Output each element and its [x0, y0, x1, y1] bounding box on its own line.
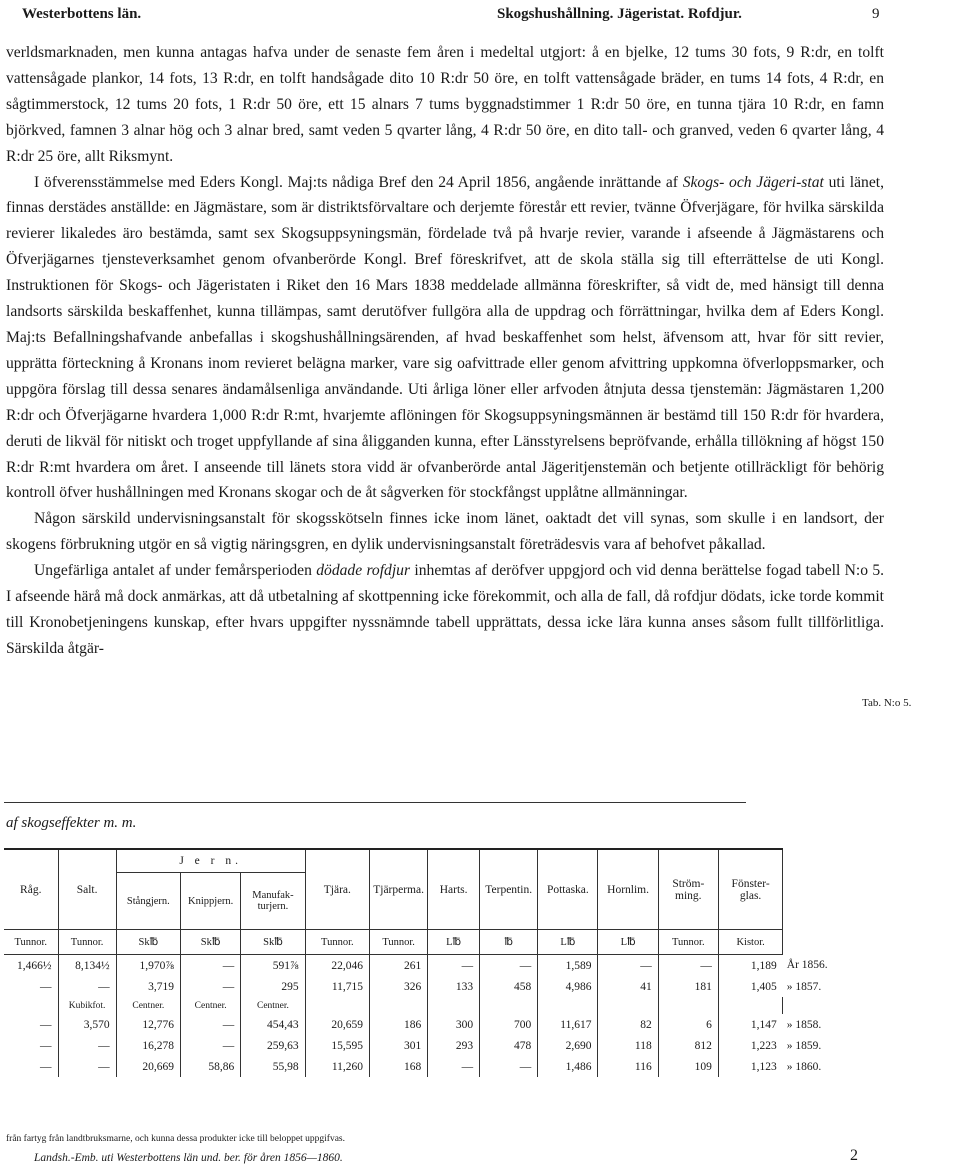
table-row [4, 976, 866, 997]
col-head: Knippjern. [181, 873, 241, 930]
table-cell: 591⅞ [241, 955, 305, 977]
table-cell: 20,669 [116, 1056, 180, 1077]
table-cell: 8,134½ [58, 955, 116, 977]
table-cell: 1,486 [538, 1056, 598, 1077]
unit-cell: Sk℔ [181, 930, 241, 955]
unit-cell: L℔ [538, 930, 598, 955]
sub-unit-cell [428, 997, 480, 1014]
paragraph-1: verldsmarknaden, men kunna antagas hafva under de senaste fem åren i medeltal utgjort: å en bjelke, 12 tums 30 fots, 9 R:dr, en tolft vattensågade plankor, 14 fots, 13 R:dr, en tolft handsågade dito 10 R:dr 50 öre, en tolft vattensågade bräder, en tums 14 fots, 4 R:dr, en sågtimmerstock, 12 tums 20 fots, 1 R:dr 50 öre, ett 15 alnars 7 tums byggnadstimmer 1 R:dr 50 öre, en tunna tjära 10 R:dr, en famn björkved, famnen 3 alnar hög och 3 alnar bred, samt veden 5 qvarter lång, 4 R:dr 50 öre, en dito tall- och granved, veden 6 qvarter lång, 4 R:dr 25 öre, allt Riksmynt. [6, 44, 884, 165]
table-row [4, 1056, 866, 1077]
unit-cell: Sk℔ [241, 930, 305, 955]
table-cell: 16,278 [116, 1035, 180, 1056]
table-cell: — [181, 1014, 241, 1035]
group-header-row [4, 849, 866, 873]
year-cell: » 1858. [786, 1018, 822, 1031]
sub-unit-cell [305, 997, 369, 1014]
table-cell: 458 [480, 976, 538, 997]
table-row [4, 955, 866, 977]
signature-number: 2 [850, 1147, 858, 1164]
table-cell: — [40, 980, 52, 993]
table-cell: — [58, 976, 116, 997]
sub-unit-cell: Kubikfot. [58, 997, 116, 1014]
year-col-head [783, 849, 866, 930]
table-cell: — [480, 1056, 538, 1077]
table-cell: 58,86 [181, 1056, 241, 1077]
table-cell: 326 [370, 976, 428, 997]
body-text [6, 40, 884, 662]
col-head: Fönster-glas. [718, 849, 782, 930]
sub-unit-cell [4, 997, 58, 1014]
unit-cell: Tunnor. [370, 930, 428, 955]
unit-cell: Tunnor. [4, 930, 58, 955]
sub-unit-cell: Centner. [241, 997, 305, 1014]
footnote: från fartyg från landtbruksmarne, och kunna dessa produkter icke till beloppet uppgifvas. [6, 1134, 345, 1144]
unit-cell-empty [783, 930, 866, 955]
page-header [22, 6, 922, 24]
col-head: Tjära. [305, 849, 369, 930]
table-cell: 1,147 [718, 1014, 782, 1035]
sub-unit-cell: Centner. [116, 997, 180, 1014]
table-cell: 3,719 [116, 976, 180, 997]
sub-unit-cell [598, 997, 658, 1014]
table-cell: 11,715 [305, 976, 369, 997]
table-cell: 22,046 [305, 955, 369, 977]
table-cell: — [181, 955, 241, 977]
table-cell: 3,570 [58, 1014, 116, 1035]
margin-note: Tab. N:o 5. [862, 697, 912, 709]
col-head: Stångjern. [116, 873, 180, 930]
col-head: Hornlim. [598, 849, 658, 930]
table-cell: 261 [370, 955, 428, 977]
table-cell: 1,223 [718, 1035, 782, 1056]
unit-cell: Tunnor. [58, 930, 116, 955]
table-cell: 295 [241, 976, 305, 997]
table-cell: 454,43 [241, 1014, 305, 1035]
table-cell: 812 [658, 1035, 718, 1056]
table-cell: 109 [658, 1056, 718, 1077]
table-cell: 700 [480, 1014, 538, 1035]
table-cell: 293 [428, 1035, 480, 1056]
table-row [4, 1035, 866, 1056]
table-cell: 15,595 [305, 1035, 369, 1056]
sub-unit-cell [658, 997, 718, 1014]
col-head: Harts. [428, 849, 480, 930]
page-number: 9 [872, 6, 880, 22]
table-cell: — [40, 1060, 52, 1073]
paragraph-2-b: uti länet, finnas derstädes anställde: en Jägmästare, som är distriktsförvaltare och derjemte förestår ett revier, tvänne Öfverjägare, för hvilka särskilda revierer likaledes äro bestämda, samt sex Skogsuppsyningsmän, fördelade två på hvarje revier, varande i afseende å Jägmästarens och Öfverjägarnes tjensteverksamhet genom ofvanberörde Kongl. Bref föreskrifvet, att de skola ställa sig till efterrättelse de uti Kongl. Instruktionen för Skogs- och Jägeristaten i Riket den 16 Mars 1838 meddelade allmänna föreskrifter, så vidt de, med hänsigt till denna landsorts särskilda beskaffenhet, kunna tillämpas, samt derutöfver fullgöra alla de uppdrag och förrättningar, hvilka dem af Eders Kongl. Maj:ts Befallningshafvande anbefallas i skogshushållningsärenden, af hvad beskaffenhet som helst, äfvensom att, hvar för sitt revier, upprätta förteckning å Kronans inom revieret belägna marker, vare sig oafvittrade eller genom afvittring uppkomna öfverloppsmarker, och uppgöra förslag till dessa senares ändamålsenliga användande. Uti årliga löner eller arfvoden åtnjuta dessa tjenstemän: Jägmästaren 1,200 R:dr och Öfverjägarne hvardera 1,000 R:dr R:mt, hvarjemte aflöningen för Skogsuppsyningsmännen är bestämd till 150 R:dr för hvardera, deruti de likväl för nitiskt och troget uppfyllande af sina åligganden kunna, efter Länsstyrelsens bepröfvande, erhålla tillökning af högst 150 R:dr R:mt hvardera om året. I anseende till länets stora vidd är ofvanberörde antal Jägeritjenstemän och betjente otillräckligt för behörig kontroll öfver hushållningen med Kronans skogar och de åt sågverken för stockfångst upplåtne allmänningar. [6, 173, 884, 502]
table-cell: 478 [480, 1035, 538, 1056]
source-note: Landsh.-Emb. uti Westerbottens län und. ber. för åren 1856—1860. [34, 1152, 343, 1164]
year-cell: » 1860. [786, 1060, 822, 1073]
table-cell: 116 [598, 1056, 658, 1077]
paragraph-4-em: dödade rofdjur [316, 562, 411, 580]
year-cell: År 1856. [786, 959, 828, 972]
table-cell: — [40, 1018, 52, 1031]
col-head: Terpentin. [480, 849, 538, 930]
table-cell: — [58, 1056, 116, 1077]
table-body [4, 955, 866, 1078]
unit-cell: ℔ [480, 930, 538, 955]
table-cell: — [181, 976, 241, 997]
paragraph-4-b: inhemtas af deröfver uppgjord och vid denna berättelse fogad tabell N:o 5. I afseende härå må dock anmärkas, att då utbetalning af skottpenning icke förekommit, och alla de fall, då rofdjur dödats, icke torde kommit till Kronobetjeningens kunskap, efter hvars uppgifter nyssnämnde tabell upprättats, dessa icke lära kunna anses såsom fullt tillförlitliga. Särskilda åtgär- [6, 562, 885, 657]
unit-cell: Kistor. [718, 930, 782, 955]
table-cell: — [598, 955, 658, 977]
col-head: Manufak-turjern. [241, 873, 305, 930]
table-cell: — [428, 1056, 480, 1077]
table-cell: — [181, 1035, 241, 1056]
table-cell: 55,98 [241, 1056, 305, 1077]
unit-cell: Tunnor. [305, 930, 369, 955]
section-divider [4, 802, 746, 803]
paragraph-3: Någon särskild undervisningsanstalt för skogsskötseln finnes icke inom länet, oaktadt det vill synas, som skulle i en landsort, der skogens förbrukning utgör en så vigtig näringsgren, en dylik undervisningsanstalt företrädesvis vara af behofvet påkallad. [6, 510, 884, 554]
table-cell: 1,970⅞ [116, 955, 180, 977]
unit-cell: Tunnor. [658, 930, 718, 955]
table-cell: — [428, 955, 480, 977]
sub-unit-cell: Centner. [181, 997, 241, 1014]
table-cell: 1,123 [718, 1056, 782, 1077]
unit-cell: Sk℔ [116, 930, 180, 955]
col-head: Råg. [4, 849, 58, 930]
table-cell: — [58, 1035, 116, 1056]
table-cell: 300 [428, 1014, 480, 1035]
table-cell: 1,405 [718, 976, 782, 997]
table-cell: 181 [658, 976, 718, 997]
table-cell: 20,659 [305, 1014, 369, 1035]
table-cell: 1,589 [538, 955, 598, 977]
table-cell: 12,776 [116, 1014, 180, 1035]
unit-subheader-row [4, 997, 866, 1014]
effects-table [4, 848, 866, 1077]
table-cell: 301 [370, 1035, 428, 1056]
paragraph-2 [6, 170, 884, 507]
table-caption: af skogseffekter m. m. [6, 815, 137, 831]
sub-unit-cell [538, 997, 598, 1014]
iron-group-header: J e r n. [116, 849, 305, 873]
sub-unit-cell [718, 997, 782, 1014]
table-cell: 2,690 [538, 1035, 598, 1056]
table-cell: 1,466½ [17, 959, 52, 972]
year-cell-empty [783, 997, 866, 1014]
col-head: Pottaska. [538, 849, 598, 930]
table-cell: 168 [370, 1056, 428, 1077]
table-cell: — [40, 1039, 52, 1052]
col-head: Tjärperma. [370, 849, 428, 930]
table-cell: 41 [598, 976, 658, 997]
table-cell: 1,189 [718, 955, 782, 977]
units-row [4, 930, 866, 955]
paragraph-2-em: Skogs- och Jägeri-stat [682, 173, 824, 191]
table-cell: 259,63 [241, 1035, 305, 1056]
table-cell: 6 [658, 1014, 718, 1035]
table-cell: 4,986 [538, 976, 598, 997]
header-center: Skogshushållning. Jägeristat. Rofdjur. [497, 6, 742, 22]
year-cell: » 1859. [786, 1039, 822, 1052]
paragraph-4-a: Ungefärliga antalet af under femårsperioden [34, 562, 312, 580]
table-cell: 133 [428, 976, 480, 997]
header-left: Westerbottens län. [22, 6, 142, 22]
col-head: Salt. [58, 849, 116, 930]
paragraph-4 [6, 558, 884, 662]
table-cell: 11,260 [305, 1056, 369, 1077]
table-cell: — [658, 955, 718, 977]
table-row [4, 1014, 866, 1035]
table-cell: 118 [598, 1035, 658, 1056]
year-cell: » 1857. [786, 980, 822, 993]
table-cell: — [480, 955, 538, 977]
table-cell: 11,617 [538, 1014, 598, 1035]
paragraph-2-a: I öfverensstämmelse med Eders Kongl. Maj:ts nådiga Bref den 24 April 1856, angående inrättande af [34, 173, 678, 191]
col-head: Ström-ming. [658, 849, 718, 930]
table-cell: 82 [598, 1014, 658, 1035]
sub-unit-cell [480, 997, 538, 1014]
table-cell: 186 [370, 1014, 428, 1035]
unit-cell: L℔ [598, 930, 658, 955]
sub-unit-cell [370, 997, 428, 1014]
unit-cell: L℔ [428, 930, 480, 955]
